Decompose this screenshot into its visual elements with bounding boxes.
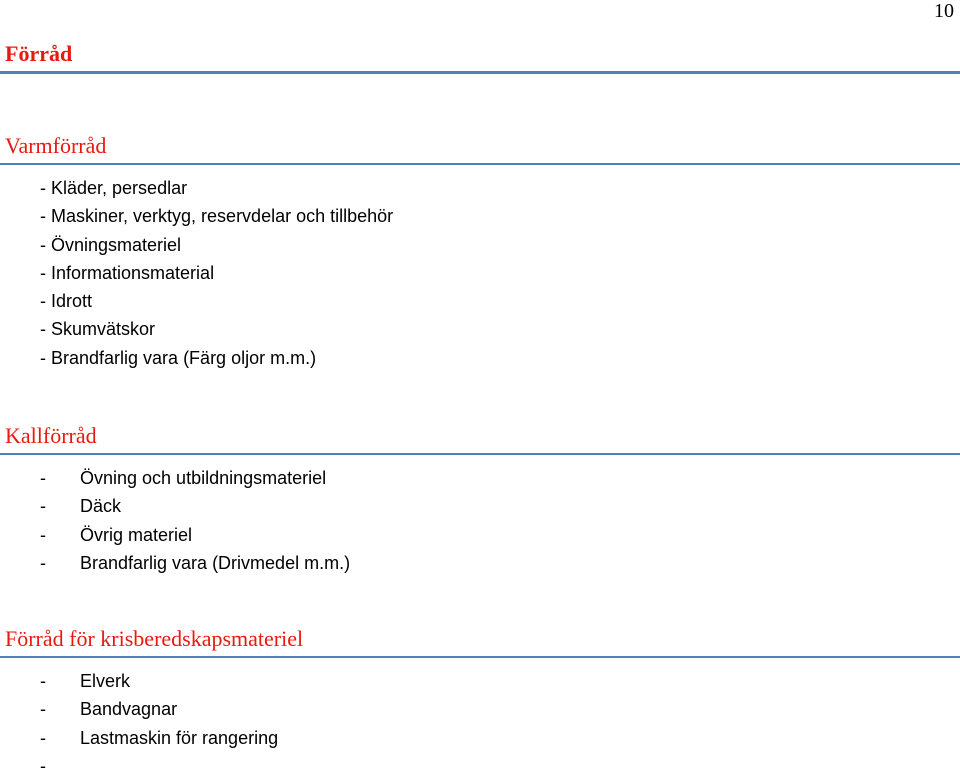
list-dash: - [40, 468, 46, 488]
list-item: - Maskiner, verktyg, reservdelar och tillbehör [40, 202, 393, 230]
page-title: Förråd [0, 40, 960, 74]
list-item-text: Övrig materiel [80, 524, 193, 545]
krisberedskap-list [40, 667, 278, 780]
list-item [40, 549, 350, 577]
section-heading-varmforrad: Varmförråd [0, 132, 960, 165]
kallforrad-list [40, 464, 350, 577]
list-item [40, 752, 278, 780]
list-dash: - [40, 699, 46, 720]
list-item [40, 464, 350, 492]
list-item-text: Däck [80, 496, 122, 517]
section-heading-kallforrad: Kallförråd [0, 422, 960, 455]
list-item [40, 724, 278, 752]
list-item-text: Övning och utbildningsmateriel [80, 468, 327, 488]
list-item: - Idrott [40, 287, 393, 315]
section-heading-krisberedskap: Förråd för krisberedskapsmateriel [0, 625, 960, 658]
list-item-text: Bandvagnar [80, 699, 178, 720]
list-dash: - [40, 552, 46, 573]
list-item: - Skumvätskor [40, 315, 393, 343]
list-item [40, 521, 350, 549]
list-dash: - [40, 496, 46, 517]
list-item-text: Elverk [80, 671, 131, 691]
list-item: - Informationsmaterial [40, 259, 393, 287]
list-item [40, 492, 350, 520]
list-item: - Kläder, persedlar [40, 174, 393, 202]
list-dash: - [40, 727, 46, 748]
list-dash: - [40, 524, 46, 545]
list-dash: - [40, 755, 46, 776]
page-number: 10 [934, 0, 954, 22]
list-item [40, 667, 278, 695]
list-item: - Brandfarlig vara (Färg oljor m.m.) [40, 344, 393, 372]
list-item-text: Lastmaskin för rangering [80, 727, 279, 748]
list-item-text: Brandfarlig vara (Drivmedel m.m.) [80, 552, 351, 573]
list-dash: - [40, 671, 46, 691]
list-item: - Övningsmateriel [40, 231, 393, 259]
list-item [40, 695, 278, 723]
varmforrad-list [40, 174, 393, 372]
